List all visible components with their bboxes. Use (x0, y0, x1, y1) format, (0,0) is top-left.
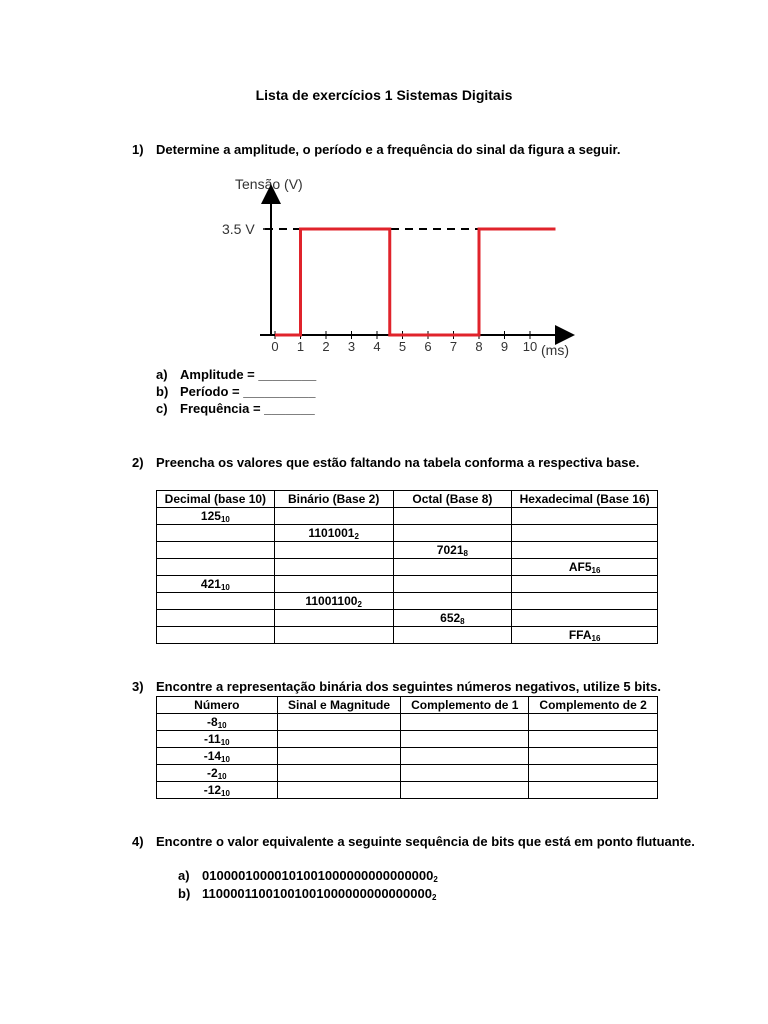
bit-value: 11000011001001001000000000000000 (202, 886, 432, 901)
table-row (157, 731, 658, 748)
base-table-cell[interactable] (512, 576, 658, 593)
option-text: Período = __________ (180, 384, 316, 399)
chart-x-tick-label: 0 (271, 339, 279, 354)
base-table-cell[interactable] (512, 542, 658, 559)
negative-table-cell[interactable] (401, 765, 529, 782)
question-3-number: 3) (132, 679, 144, 694)
base-table-cell[interactable]: $11001100_2$ (274, 593, 393, 610)
table-row (157, 765, 658, 782)
table-row (157, 576, 658, 593)
question-2-number: 2) (132, 455, 144, 470)
table-row (157, 559, 658, 576)
base-table-header-cell: Decimal (base 10) (157, 491, 275, 508)
question-3-text: Encontre a representação binária dos seguintes números negativos, utilize 5 bits. (156, 679, 661, 694)
negative-table-cell[interactable] (401, 731, 529, 748)
question-4-option-a (178, 868, 508, 886)
base-table-cell[interactable] (512, 525, 658, 542)
negative-table-cell[interactable] (529, 731, 658, 748)
bit-sequence-a (202, 868, 438, 883)
negative-table-cell[interactable] (277, 714, 401, 731)
page-title: Lista de exercícios 1 Sistemas Digitais (255, 87, 513, 103)
negative-table-cell[interactable]: $-12_{10}$ (157, 782, 278, 799)
negative-table-cell[interactable] (277, 731, 401, 748)
base-table-cell[interactable]: $1101001_2$ (274, 525, 393, 542)
negative-table-cell[interactable] (277, 782, 401, 799)
negative-table-cell[interactable] (529, 765, 658, 782)
option-letter: b) (156, 384, 169, 399)
base-conversion-table (156, 490, 658, 644)
base-table-cell[interactable] (393, 508, 512, 525)
base-table-cell[interactable]: $125_{10}$ (157, 508, 275, 525)
base-table-header-cell: Hexadecimal (Base 16) (512, 491, 658, 508)
negative-table-cell[interactable]: $-14_{10}$ (157, 748, 278, 765)
base-table-header-cell: Binário (Base 2) (274, 491, 393, 508)
bit-sequence-b (202, 886, 436, 901)
base-table-cell[interactable] (157, 525, 275, 542)
chart-y-tick-label: 3.5 V (222, 221, 255, 237)
negative-table-cell[interactable] (529, 748, 658, 765)
question-1-option-b (156, 384, 356, 401)
table-row (157, 714, 658, 731)
negative-table-cell[interactable]: $-8_{10}$ (157, 714, 278, 731)
chart-x-tick-label: 10 (522, 339, 538, 354)
question-4-text: Encontre o valor equivalente a seguinte sequência de bits que está em ponto flutuante. (156, 834, 695, 849)
negative-table-cell[interactable] (529, 714, 658, 731)
negative-table-header-cell: Número (157, 697, 278, 714)
table-row (157, 610, 658, 627)
chart-x-tick-label: 8 (475, 339, 483, 354)
question-4-option-b (178, 886, 508, 904)
negative-table-cell[interactable] (401, 782, 529, 799)
negative-table-header-cell: Sinal e Magnitude (277, 697, 401, 714)
negative-table-cell[interactable]: $-2_{10}$ (157, 765, 278, 782)
base-table-cell[interactable] (512, 593, 658, 610)
negative-table-cell[interactable] (401, 714, 529, 731)
base-table-cell[interactable] (274, 508, 393, 525)
table-row (157, 748, 658, 765)
negative-table-cell[interactable] (529, 782, 658, 799)
question-1-option-a (156, 367, 356, 384)
chart-x-tick-label: 1 (296, 339, 305, 354)
chart-x-tick-label: 9 (500, 339, 509, 354)
option-letter: c) (156, 401, 168, 416)
question-2 (132, 455, 732, 473)
chart-signal-line (275, 229, 556, 335)
option-letter: a) (156, 367, 168, 382)
chart-x-tick-label: 4 (373, 339, 381, 354)
base-table-cell[interactable] (393, 559, 512, 576)
base-table-cell[interactable]: $AF5_{16}$ (512, 559, 658, 576)
option-text: Frequência = _______ (180, 401, 315, 416)
table-row (157, 542, 658, 559)
base-table-cell[interactable] (274, 559, 393, 576)
signal-chart (205, 168, 585, 363)
base-table-cell[interactable] (512, 610, 658, 627)
base-table-cell[interactable] (157, 542, 275, 559)
chart-x-tick-label: 6 (424, 339, 432, 354)
negative-numbers-table (156, 696, 658, 799)
question-4 (132, 834, 752, 852)
table-row (157, 593, 658, 610)
base-table-cell[interactable]: $652_8$ (393, 610, 512, 627)
question-4-number: 4) (132, 834, 144, 849)
table-row (157, 508, 658, 525)
table-row (157, 525, 658, 542)
chart-x-tick-label: 7 (449, 339, 458, 354)
base-table-cell[interactable] (393, 525, 512, 542)
negative-table-cell[interactable]: $-11_{10}$ (157, 731, 278, 748)
base-table-cell[interactable] (274, 542, 393, 559)
base-table-cell[interactable] (157, 627, 275, 644)
base-table-cell[interactable] (157, 610, 275, 627)
base-table-cell[interactable] (274, 576, 393, 593)
table-row (157, 782, 658, 799)
question-1-text: Determine a amplitude, o período e a frequência do sinal da figura a seguir. (156, 142, 621, 157)
option-letter: a) (178, 868, 190, 883)
base-table-cell[interactable] (157, 559, 275, 576)
base-table-cell[interactable] (274, 627, 393, 644)
base-table-header-cell: Octal (Base 8) (393, 491, 512, 508)
chart-y-label: Tensão (V) (235, 176, 303, 192)
base-table-cell[interactable]: $FFA_{16}$ (512, 627, 658, 644)
base-subscript: 2 (431, 893, 437, 902)
base-table-cell[interactable]: $421_{10}$ (157, 576, 275, 593)
question-1 (132, 142, 732, 160)
base-table-cell[interactable] (393, 593, 512, 610)
question-1-option-c (156, 401, 356, 418)
negative-table-cell[interactable] (277, 748, 401, 765)
negative-table-header-cell: Complemento de 1 (401, 697, 529, 714)
question-2-text: Preencha os valores que estão faltando na tabela conforma a respectiva base. (156, 455, 640, 470)
chart-x-tick-label: 3 (347, 339, 356, 354)
table-row (157, 627, 658, 644)
bit-value: 01000010000101001000000000000000 (202, 868, 434, 883)
base-table-cell[interactable]: $7021_8$ (393, 542, 512, 559)
base-subscript: 2 (433, 875, 438, 884)
negative-table-cell[interactable] (401, 748, 529, 765)
question-1-number: 1) (132, 142, 144, 157)
base-table-cell[interactable] (157, 593, 275, 610)
base-table-cell[interactable] (512, 508, 658, 525)
chart-x-tick-label: 2 (322, 339, 330, 354)
negative-table-cell[interactable] (277, 765, 401, 782)
negative-table-header-cell: Complemento de 2 (529, 697, 658, 714)
option-text: Amplitude = ________ (180, 367, 317, 382)
base-table-cell[interactable] (393, 576, 512, 593)
question-3 (132, 679, 732, 697)
base-table-cell[interactable] (274, 610, 393, 627)
chart-x-tick-label: 5 (398, 339, 407, 354)
option-letter: b) (178, 886, 191, 901)
base-table-cell[interactable] (393, 627, 512, 644)
chart-x-label: (ms) (541, 342, 569, 358)
